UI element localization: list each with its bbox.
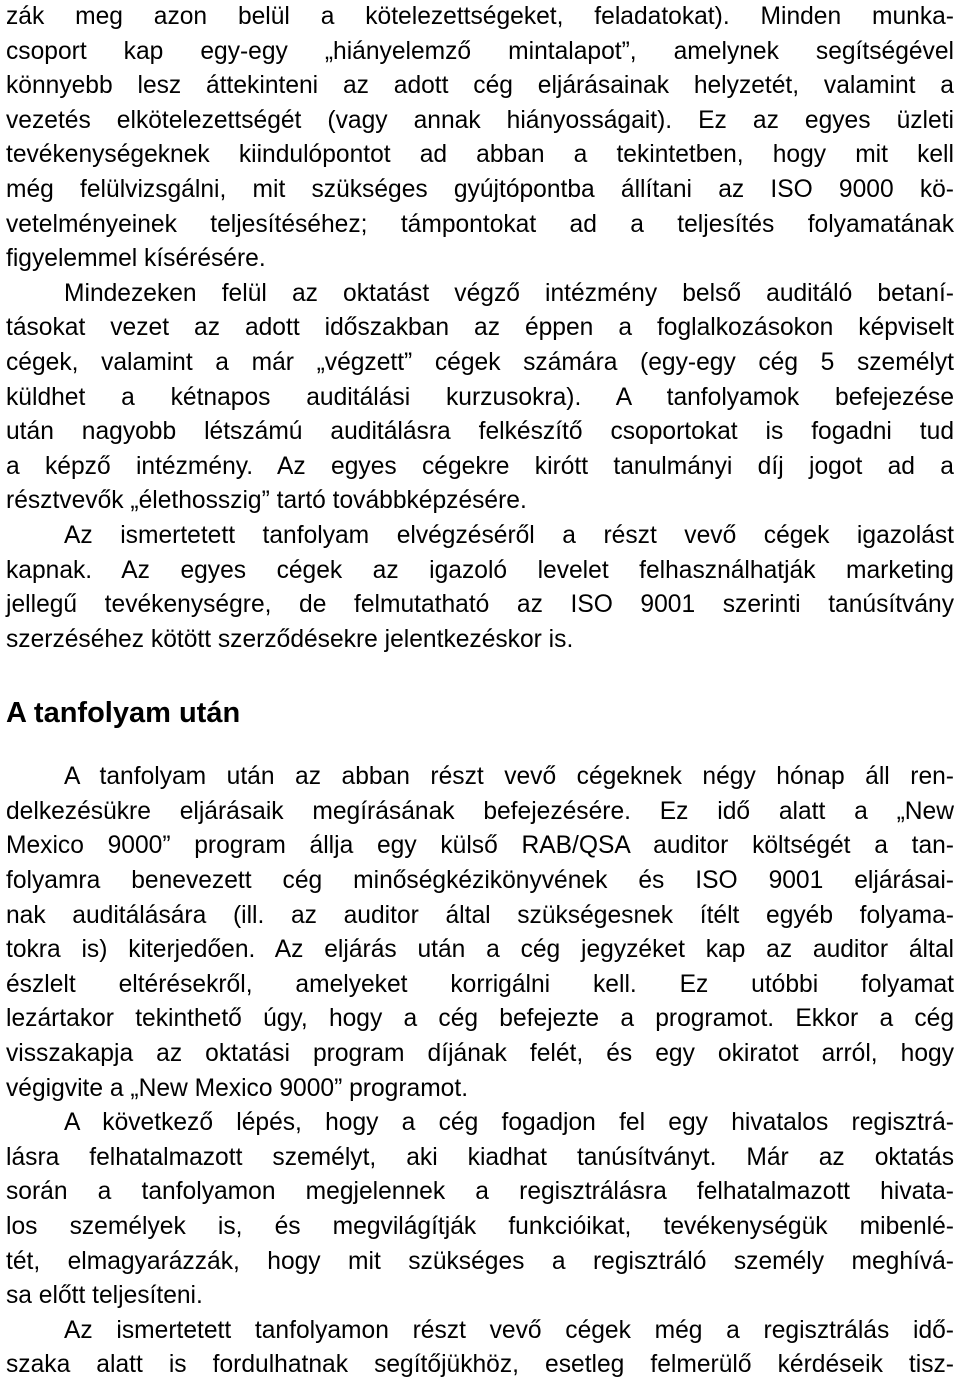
text-line: A tanfolyam után az abban részt vevő cégeknek négy hónap áll ren- <box>64 763 954 791</box>
text-line: csoport kap egy-egy „hiányelemző mintalapot”, amelynek segítségével <box>6 37 954 65</box>
section-heading: A tanfolyam után <box>6 697 241 730</box>
paragraph-1 <box>6 0 954 277</box>
text-line: los személyek is, és megvilágítják funkcióikat, tevékenységük mibenlé- <box>6 1213 954 1240</box>
paragraph-4 <box>6 760 954 1106</box>
text-line: delkezésükre eljárásaik megírásának befejezésére. Ez idő alatt a „New <box>6 797 954 825</box>
text-line: tevékenységeknek kiindulópontot ad abban a tekintetben, hogy mit kell <box>6 141 954 169</box>
text-line: visszakapja az oktatási program díjának felét, és egy okiratot arról, hogy <box>6 1040 954 1068</box>
text-line: folyamra benevezett cég minőségkézikönyvének és ISO 9001 eljárásai- <box>6 867 954 895</box>
text-line: végigvite a „New Mexico 9000” programot. <box>6 1074 469 1102</box>
text-line: zák meg azon belül a kötelezettségeket, feladatokat). Minden munka- <box>6 3 954 30</box>
text-line: a képző intézmény. Az egyes cégekre kirótt tanulmányi díj jogot ad a <box>6 452 954 480</box>
text-line: lásra felhatalmazott személyt, aki kiadhat tanúsítványt. Már az oktatás <box>6 1143 954 1171</box>
paragraph-2 <box>6 277 954 519</box>
text-line: Az ismertetett tanfolyam elvégzéséről a részt vevő cégek igazolást <box>64 521 954 549</box>
text-line: még felülvizsgálni, mit szükséges gyújtópontba állítani az ISO 9000 kö- <box>6 175 954 203</box>
paragraph-3 <box>6 519 954 657</box>
text-line: vetelményeinek teljesítéséhez; támpontokat ad a teljesítés folyamatának <box>6 210 954 238</box>
text-line: Az ismertetett tanfolyamon részt vevő cégek még a regisztrálás idő- <box>64 1316 954 1344</box>
document-page <box>6 0 954 1383</box>
text-line: Mindezeken felül az oktatást végző intézmény belső auditáló betaní- <box>64 279 954 307</box>
text-line: figyelemmel kísérésére. <box>6 245 266 273</box>
text-line: tét, elmagyarázzák, hogy mit szükséges a regisztráló személy meghívá- <box>6 1247 954 1275</box>
text-line: kapnak. Az egyes cégek az igazoló levelet felhasználhatják marketing <box>6 556 954 584</box>
text-line: tásokat vezet az adott időszakban az éppen a foglalkozásokon képviselt <box>6 314 954 342</box>
text-line: tokra is) kiterjedően. Az eljárás után a cég jegyzéket kap az auditor által <box>6 936 954 964</box>
text-line: során a tanfolyamon megjelennek a regisztrálásra felhatalmazott hivata- <box>6 1178 954 1206</box>
text-line: szaka alatt is fordulhatnak segítőjükhöz, esetleg felmerülő kérdéseik tisz- <box>6 1351 954 1379</box>
text-line: küldhet a kétnapos auditálási kurzusokra). A tanfolyamok befejezése <box>6 383 954 411</box>
text-line: Mexico 9000” program állja egy külső RAB/QSA auditor költségét a tan- <box>6 832 954 860</box>
text-line: után nagyobb létszámú auditálásra felkészítő csoportokat is fogadni tud <box>6 418 954 446</box>
text-line: észlelt eltérésekről, amelyeket korrigálni kell. Ez utóbbi folyamat <box>6 970 954 998</box>
paragraph-6 <box>6 1314 954 1383</box>
text-line: résztvevők „élethosszig” tartó továbbképzésére. <box>6 487 527 515</box>
text-line: könnyebb lesz áttekinteni az adott cég eljárásainak helyzetét, valamint a <box>6 72 954 100</box>
text-line: szerzéséhez kötött szerződésekre jelentkezéskor is. <box>6 625 574 653</box>
text-line: jellegű tevékenységre, de felmutatható az ISO 9001 szerinti tanúsítvány <box>6 591 954 619</box>
paragraph-5 <box>6 1106 954 1314</box>
text-line: sa előtt teljesíteni. <box>6 1282 203 1310</box>
text-line: A következő lépés, hogy a cég fogadjon fel egy hivatalos regisztrá- <box>64 1109 954 1137</box>
text-line: lezártakor tekinthető úgy, hogy a cég befejezte a programot. Ekkor a cég <box>6 1005 954 1033</box>
text-line: cégek, valamint a már „végzett” cégek számára (egy-egy cég 5 személyt <box>6 348 954 376</box>
text-line: vezetés elkötelezettségét (vagy annak hiányosságait). Ez az egyes üzleti <box>6 106 954 134</box>
text-line: nak auditálására (ill. az auditor által szükségesnek ítélt egyéb folyama- <box>6 901 954 929</box>
